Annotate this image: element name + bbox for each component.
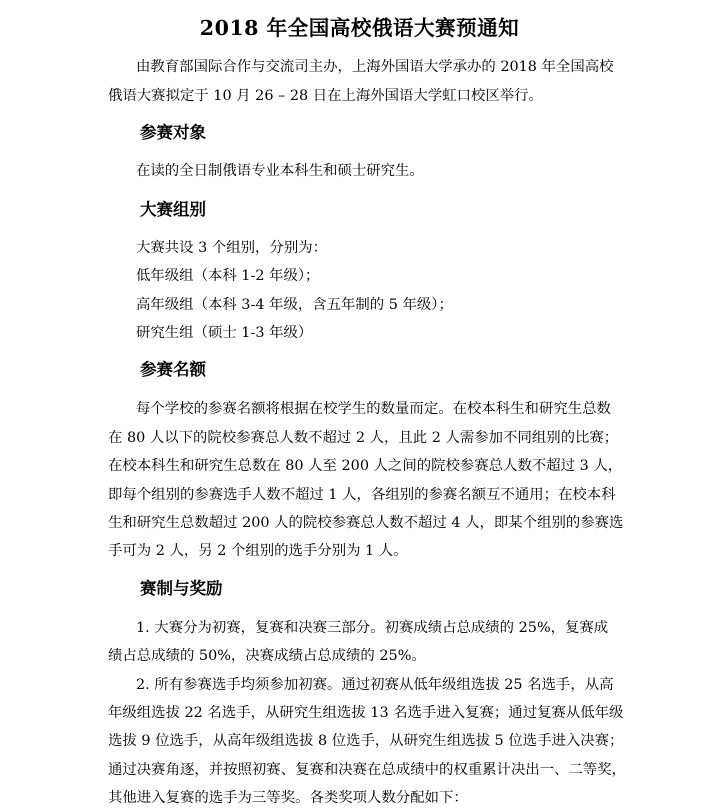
paragraph-line: 通过决赛角逐，并按照初赛、复赛和决赛在总成绩中的权重累计决出一、二等奖， [108, 762, 627, 778]
paragraph-line: 生和研究生总数超过 200 人的院校参赛总人数不超过 4 人，即某个组别的参赛选 [108, 515, 624, 531]
section-heading-quota: 参赛名额 [140, 360, 206, 379]
paragraph-line: 选拔 9 位选手，从高年级组选拔 8 位选手，从研究生组选拔 5 位选手进入决赛； [108, 733, 624, 749]
document-title: 2018 年全国高校俄语大赛预通知 [199, 16, 520, 40]
list-item: 高年级组（本科 3-4 年级，含五年制的 5 年级）； [136, 297, 453, 313]
list-item: 大赛共设 3 个组别，分别为： [136, 240, 327, 256]
paragraph-line: 绩占总成绩的 50%，决赛成绩占总成绩的 25%。 [108, 648, 426, 664]
paragraph-line: 手可为 2 人，另 2 个组别的选手分别为 1 人。 [108, 543, 408, 559]
paragraph-line: 在校本科生和研究生总数在 80 人至 200 人之间的院校参赛总人数不超过 3 人， [108, 458, 623, 474]
paragraph-line: 即每个组别的参赛选手人数不超过 1 人，各组别的参赛名额互不通用；在校本科 [108, 487, 616, 503]
paragraph-line: 在读的全日制俄语专业本科生和硕士研究生。 [136, 163, 424, 179]
paragraph-line: 在 80 人以下的院校参赛总人数不超过 2 人，且此 2 人需参加不同组别的比赛； [108, 430, 619, 446]
paragraph-line: 其他进入复赛的选手为三等奖。各类奖项人数分配如下： [108, 790, 468, 806]
paragraph-line: 2. 所有参赛选手均须参加初赛。通过初赛从低年级组选拔 25 名选手，从高 [136, 677, 614, 693]
list-item: 低年级组（本科 1-2 年级）； [136, 268, 320, 284]
list-item: 研究生组（硕士 1-3 年级） [136, 325, 313, 341]
section-heading-format: 赛制与奖励 [140, 579, 223, 598]
section-heading-groups: 大赛组别 [140, 200, 206, 219]
paragraph-line: 1. 大赛分为初赛，复赛和决赛三部分。初赛成绩占总成绩的 25%，复赛成 [136, 620, 609, 636]
intro-line: 由教育部国际合作与交流司主办，上海外国语大学承办的 2018 年全国高校 [136, 59, 614, 75]
paragraph-line: 年级组选拔 22 名选手，从研究生组选拔 13 名选手进入复赛；通过复赛从低年级 [108, 705, 624, 721]
paragraph-line: 每个学校的参赛名额将根据在校学生的数量而定。在校本科生和研究生总数 [136, 401, 611, 417]
intro-line: 俄语大赛拟定于 10 月 26 – 28 日在上海外国语大学虹口校区举行。 [108, 88, 543, 104]
section-heading-participants: 参赛对象 [140, 123, 206, 142]
